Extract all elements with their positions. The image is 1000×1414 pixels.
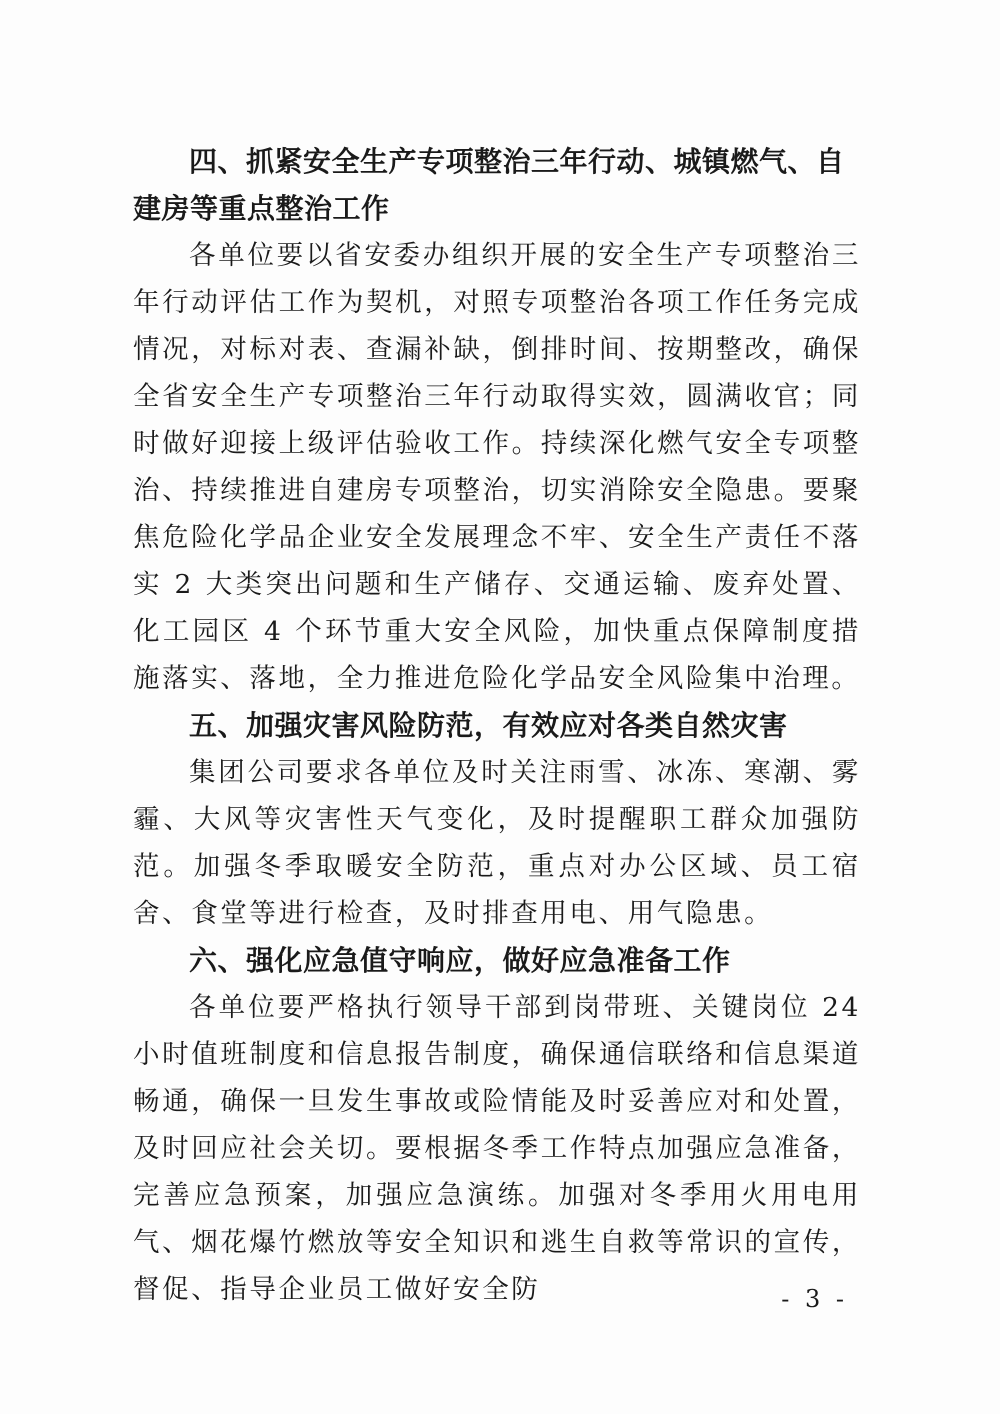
page-number: - 3 - xyxy=(781,1285,848,1313)
section-body-4: 各单位要以省安委办组织开展的安全生产专项整治三年行动评估工作为契机，对照专项整治各项工作任务完成情况，对标对表、查漏补缺，倒排时间、按期整改，确保全省安全生产专项整治三年行动取得实效，圆满收官；同时做好迎接上级评估验收工作。持续深化燃气安全专项整治、持续推进自建房专项整治，切实消除安全隐患。要聚焦危险化学品企业安全发展理念不牢、安全生产责任不落实 2 大类突出问题和生产储存、交通运输、废弃处置、化工园区 4 个环节重大安全风险，加快重点保障制度措施落实、落地，全力推进危险化学品安全风险集中治理。 xyxy=(133,240,861,694)
section-heading-6: 六、强化应急值守响应，做好应急准备工作 xyxy=(189,944,731,977)
section-body-6: 各单位要严格执行领导干部到岗带班、关键岗位 24 小时值班制度和信息报告制度，确保通信联络和信息渠道畅通，确保一旦发生事故或险情能及时妥善应对和处置，及时回应社会关切。要根据冬季工作特点加强应急准备，完善应急预案，加强应急演练。加强对冬季用火用电用气、烟花爆竹燃放等安全知识和逃生自救等常识的宣传，督促、指导企业员工做好安全防 xyxy=(133,992,861,1305)
section-heading-5: 五、加强灾害风险防范，有效应对各类自然灾害 xyxy=(189,709,788,742)
section-heading-4: 四、抓紧安全生产专项整治三年行动、城镇燃气、自建房等重点整治工作 xyxy=(133,145,845,225)
document-body xyxy=(133,138,861,1313)
section-body-5: 集团公司要求各单位及时关注雨雪、冰冻、寒潮、雾霾、大风等灾害性天气变化，及时提醒职工群众加强防范。加强冬季取暖安全防范，重点对办公区域、员工宿舍、食堂等进行检查，及时排查用电、用气隐患。 xyxy=(133,757,861,929)
